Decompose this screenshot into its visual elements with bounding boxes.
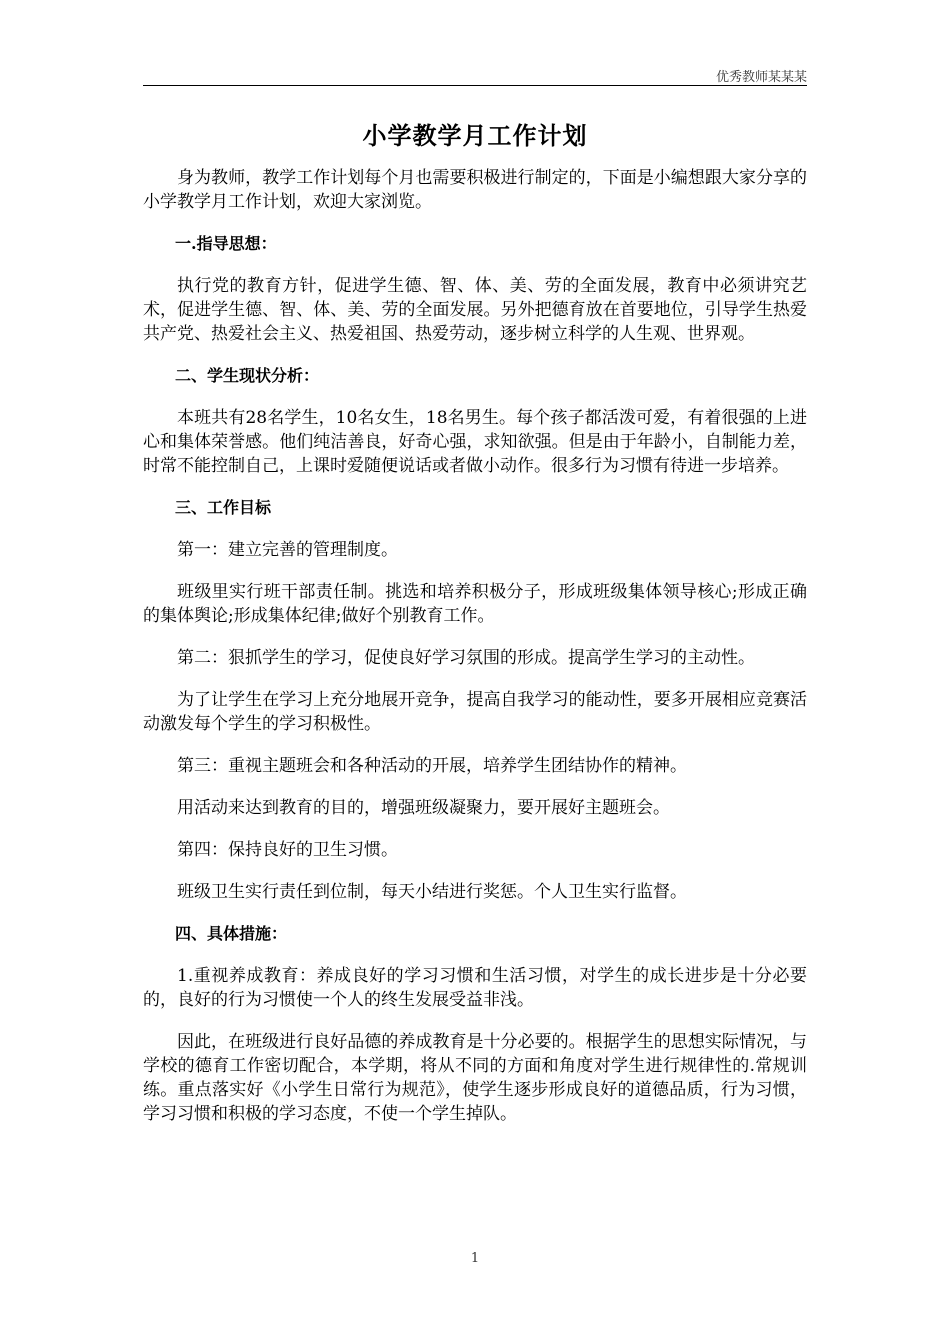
intro-paragraph: 身为教师，教学工作计划每个月也需要积极进行制定的，下面是小编想跟大家分享的小学教学月工作计划，欢迎大家浏览。 <box>143 168 807 212</box>
body-paragraph: 班级里实行班干部责任制。挑选和培养积极分子，形成班级集体领导核心;形成正确的集体舆论;形成集体纪律;做好个别教育工作。 <box>143 582 807 626</box>
section-heading: 二、学生现状分析： <box>175 366 320 385</box>
body-paragraph: 班级卫生实行责任到位制，每天小结进行奖惩。个人卫生实行监督。 <box>177 882 687 902</box>
document-title: 小学教学月工作计划 <box>362 121 588 150</box>
body-paragraph: 第三：重视主题班会和各种活动的开展，培养学生团结协作的精神。 <box>177 756 687 776</box>
body-paragraph: 1.重视养成教育：养成良好的学习习惯和生活习惯，对学生的成长进步是十分必要的，良好的行为习惯使一个人的终生发展受益非浅。 <box>143 966 807 1010</box>
header-author: 优秀教师某某某 <box>715 70 807 85</box>
body-paragraph: 本班共有28名学生，10名女生，18名男生。每个孩子都活泼可爱，有着很强的上进心和集体荣誉感。他们纯洁善良，好奇心强，求知欲强。但是由于年龄小，自制能力差，时常不能控制自己，上课时爱随便说话或者做小动作。很多行为习惯有待进一步培养。 <box>143 408 807 476</box>
section-heading: 四、具体措施： <box>175 924 288 943</box>
body-paragraph: 第一：建立完善的管理制度。 <box>177 540 398 560</box>
section-heading: 三、工作目标 <box>175 498 272 517</box>
body-paragraph: 为了让学生在学习上充分地展开竞争，提高自我学习的能动性，要多开展相应竞赛活动激发每个学生的学习积极性。 <box>143 690 807 734</box>
body-paragraph: 用活动来达到教育的目的，增强班级凝聚力，要开展好主题班会。 <box>177 798 670 818</box>
body-paragraph: 第二：狠抓学生的学习，促使良好学习氛围的形成。提高学生学习的主动性。 <box>177 648 755 668</box>
page-number: 1 <box>470 1251 480 1266</box>
body-paragraph: 执行党的教育方针，促进学生德、智、体、美、劳的全面发展，教育中必须讲究艺术，促进学生德、智、体、美、劳的全面发展。另外把德育放在首要地位，引导学生热爱共产党、热爱社会主义、热爱祖国、热爱劳动，逐步树立科学的人生观、世界观。 <box>143 276 807 344</box>
body-paragraph: 第四：保持良好的卫生习惯。 <box>177 840 398 860</box>
header-divider <box>143 85 807 86</box>
section-heading: 一.指导思想： <box>175 234 277 253</box>
body-paragraph: 因此，在班级进行良好品德的养成教育是十分必要的。根据学生的思想实际情况，与学校的德育工作密切配合，本学期，将从不同的方面和角度对学生进行规律性的.常规训练。重点落实好《小学生日常行为规范》，使学生逐步形成良好的道德品质，行为习惯，学习习惯和积极的学习态度，不使一个学生掉队。 <box>143 1032 807 1124</box>
document-body <box>143 166 807 1144</box>
